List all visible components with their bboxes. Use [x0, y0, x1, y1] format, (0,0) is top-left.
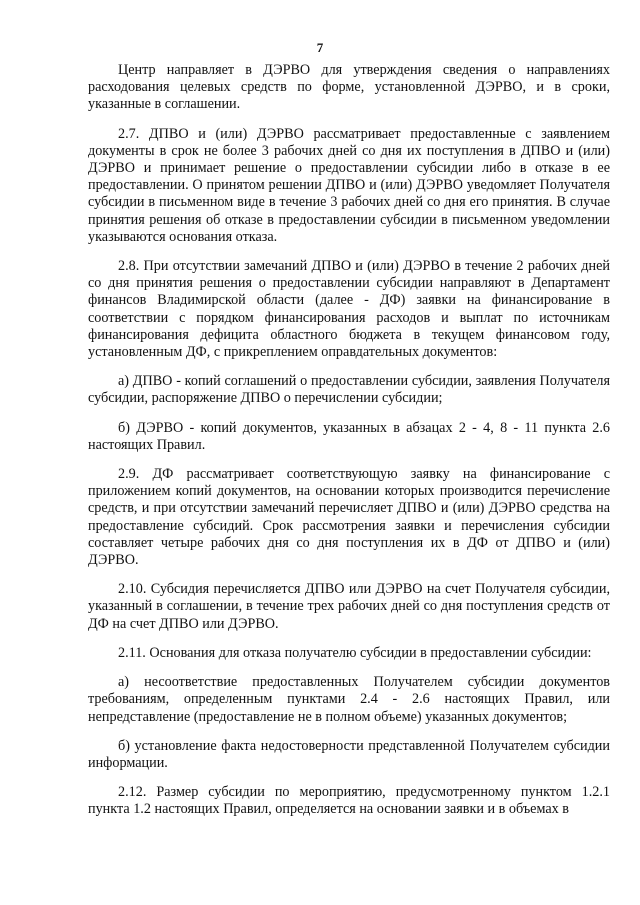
document-body: [88, 62, 610, 831]
page-number: 7: [316, 40, 324, 55]
paragraph-2-11-b: б) установление факта недостоверности представленной Получателем субсидии информации.: [88, 737, 610, 771]
paragraph-2-9: 2.9. ДФ рассматривает соответствующую заявку на финансирование с приложением копий документов, на основании которых производится перечисление средств, и при отсутствии замечаний перечисляет ДПВО и (или) ДЭРВО средства на предоставление субсидий. Срок рассмотрения заявки и перечисления субсидии составляет четыре рабочих дня со дня поступления их в ДФ от ДПВО и (или) ДЭРВО.: [88, 466, 610, 569]
paragraph-2-10: 2.10. Субсидия перечисляется ДПВО или ДЭРВО на счет Получателя субсидии, указанный в соглашении, в течение трех рабочих дней со дня поступления средств от ДФ на счет ДПВО или ДЭРВО.: [88, 581, 610, 632]
paragraph-2-11-a: а) несоответствие предоставленных Получателем субсидии документов требованиям, определенным пунктами 2.4 - 2.6 настоящих Правил, или непредставление (предоставление не в полном объеме) указанных документов;: [88, 674, 610, 725]
paragraph-2-7: 2.7. ДПВО и (или) ДЭРВО рассматривает предоставленные с заявлением документы в срок не более 3 рабочих дней со дня их поступления в ДПВО и (или) ДЭРВО и принимает решение о предоставлении субсидии либо в отказе в ее предоставлении. О принятом решении ДПВО и (или) ДЭРВО уведомляет Получателя субсидии в письменном виде в течение 3 рабочих дней со дня его принятия. В случае принятия решения об отказе в предоставлении субсидии в письменном уведомлении указываются основания отказа.: [88, 125, 610, 245]
paragraph-2-8-b: б) ДЭРВО - копий документов, указанных в абзацах 2 - 4, 8 - 11 пункта 2.6 настоящих Правил.: [88, 419, 610, 453]
paragraph-2-8: 2.8. При отсутствии замечаний ДПВО и (или) ДЭРВО в течение 2 рабочих дней со дня принятия решения о предоставлении субсидии направляют в Департамент финансов Владимирской области (далее - ДФ) заявки на финансирование в соответствии с порядком финансирования расходов и выплат по источникам финансирования дефицита областного бюджета в текущем финансовом году, установленным ДФ, с прикреплением оправдательных документов:: [88, 258, 610, 361]
paragraph-2-8-a: а) ДПВО - копий соглашений о предоставлении субсидии, заявления Получателя субсидии, распоряжение ДПВО о перечислении субсидии;: [88, 373, 610, 407]
paragraph-2-12: 2.12. Размер субсидии по мероприятию, предусмотренному пунктом 1.2.1 пункта 1.2 настоящих Правил, определяется на основании заявки и в объемах в: [88, 784, 610, 818]
paragraph-2-11: 2.11. Основания для отказа получателю субсидии в предоставлении субсидии:: [118, 644, 592, 661]
paragraph-center-info: Центр направляет в ДЭРВО для утверждения сведения о направлениях расходования целевых средств по форме, установленной ДЭРВО, и в сроки, указанные в соглашении.: [88, 62, 610, 113]
